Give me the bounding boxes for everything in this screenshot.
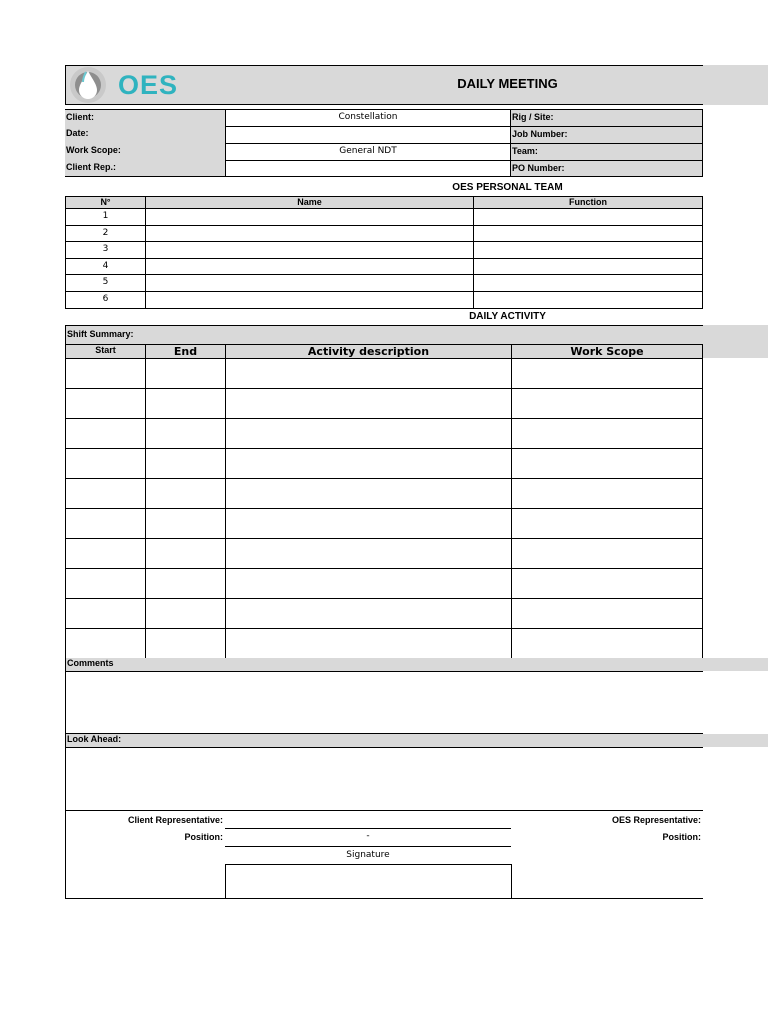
activity-description-cell[interactable]	[225, 598, 512, 629]
activity-work-scope-cell[interactable]	[511, 418, 703, 449]
activity-end-cell[interactable]	[145, 508, 226, 539]
shift-summary-label: Shift Summary:	[67, 329, 134, 339]
po-number-label: PO Number:	[510, 160, 703, 177]
activity-end-cell[interactable]	[145, 418, 226, 449]
team-row-number-text: 4	[102, 261, 109, 271]
activity-description-cell[interactable]	[225, 628, 512, 659]
job-number-label: Job Number:	[510, 126, 703, 144]
team-row-function[interactable]	[473, 225, 703, 242]
activity-start-cell[interactable]	[65, 508, 146, 539]
activity-header-start: Start	[65, 344, 146, 359]
comments-extension	[703, 658, 768, 671]
look-ahead-extension	[703, 734, 768, 747]
oes-position-label: Position:	[662, 832, 701, 842]
activity-work-scope-cell[interactable]	[511, 568, 703, 599]
team-row-name[interactable]	[145, 258, 474, 275]
activity-description-cell[interactable]	[225, 388, 512, 419]
team-row-number	[65, 274, 146, 292]
team-row-name[interactable]	[145, 225, 474, 242]
work-scope-field[interactable]: General NDT	[225, 143, 511, 161]
activity-end-cell[interactable]	[145, 538, 226, 569]
client-field[interactable]: Constellation	[225, 109, 511, 127]
activity-work-scope-cell[interactable]	[511, 628, 703, 659]
activity-description-cell[interactable]	[225, 538, 512, 569]
activity-end-cell[interactable]	[145, 598, 226, 629]
team-row-name[interactable]	[145, 241, 474, 259]
activity-start-cell[interactable]	[65, 478, 146, 509]
activity-work-scope-cell[interactable]	[511, 448, 703, 479]
activity-work-scope-cell[interactable]	[511, 478, 703, 509]
comments-area[interactable]	[65, 672, 703, 734]
activity-work-scope-cell[interactable]	[511, 538, 703, 569]
team-row-number	[65, 241, 146, 259]
activity-description-cell[interactable]	[225, 478, 512, 509]
team-row-number-text: 2	[102, 228, 109, 238]
team-row-number	[65, 291, 146, 309]
client-rep-sig-label: Client Representative:	[127, 815, 223, 825]
client-rep-field[interactable]	[225, 160, 511, 177]
activity-work-scope-cell[interactable]	[511, 598, 703, 629]
activity-end-cell[interactable]	[145, 388, 226, 419]
team-row-number	[65, 208, 146, 226]
team-row-number-text: 5	[102, 277, 109, 287]
activity-end-cell[interactable]	[145, 478, 226, 509]
activity-work-scope-cell[interactable]	[511, 508, 703, 539]
team-section-title: OES PERSONAL TEAM	[452, 182, 563, 193]
activity-description-cell[interactable]	[225, 568, 512, 599]
signature-label: Signature	[346, 850, 390, 860]
look-ahead-bar	[65, 734, 703, 748]
client-rep-line[interactable]	[225, 811, 511, 829]
activity-header-description: Activity description	[225, 344, 512, 359]
activity-end-cell[interactable]	[145, 448, 226, 479]
date-field[interactable]	[225, 126, 511, 144]
team-row-function[interactable]	[473, 291, 703, 309]
team-header-name: Name	[145, 196, 474, 209]
team-label: Team:	[510, 143, 703, 161]
activity-header-work-scope: Work Scope	[511, 344, 703, 359]
activity-start-cell[interactable]	[65, 598, 146, 629]
team-row-name[interactable]	[145, 208, 474, 226]
team-row-name[interactable]	[145, 291, 474, 309]
activity-description-cell[interactable]	[225, 508, 512, 539]
activity-start-cell[interactable]	[65, 568, 146, 599]
date-label: Date:	[65, 126, 225, 143]
activity-section-title: DAILY ACTIVITY	[469, 311, 546, 322]
activity-description-cell[interactable]	[225, 358, 512, 389]
look-ahead-label: Look Ahead:	[67, 734, 122, 744]
activity-work-scope-cell[interactable]	[511, 358, 703, 389]
oes-rep-sig-label: OES Representative:	[611, 815, 701, 825]
rep-label: Client Rep.:	[65, 160, 225, 176]
team-row-number-text: 1	[102, 211, 109, 221]
shift-summary-bar[interactable]	[65, 325, 703, 345]
scope-label: Work Scope:	[65, 143, 225, 160]
team-row-function[interactable]	[473, 258, 703, 275]
team-row-function[interactable]	[473, 241, 703, 259]
header-extension	[703, 65, 768, 105]
client-position-field[interactable]: -	[225, 829, 511, 847]
team-header-function: Function	[473, 196, 703, 209]
activity-start-cell[interactable]	[65, 448, 146, 479]
team-row-number	[65, 225, 146, 242]
oes-logo	[66, 66, 179, 104]
activity-start-cell[interactable]	[65, 628, 146, 659]
activity-end-cell[interactable]	[145, 628, 226, 659]
signature-box[interactable]	[225, 864, 512, 899]
team-row-name[interactable]	[145, 274, 474, 292]
rig-site-label: Rig / Site:	[510, 109, 703, 127]
activity-end-cell[interactable]	[145, 358, 226, 389]
team-row-number-text: 6	[102, 294, 109, 304]
activity-end-cell[interactable]	[145, 568, 226, 599]
activity-title-extension	[703, 325, 768, 358]
activity-start-cell[interactable]	[65, 358, 146, 389]
look-ahead-area[interactable]	[65, 748, 703, 811]
activity-start-cell[interactable]	[65, 538, 146, 569]
page-title: DAILY MEETING	[457, 76, 558, 91]
brand-name: OES	[118, 70, 179, 100]
activity-description-cell[interactable]	[225, 448, 512, 479]
team-row-number	[65, 258, 146, 275]
activity-start-cell[interactable]	[65, 418, 146, 449]
team-header-number: N°	[65, 196, 146, 209]
activity-header-end: End	[145, 344, 226, 359]
team-row-number-text: 3	[102, 244, 109, 254]
team-row-function[interactable]	[473, 274, 703, 292]
drop-logo-icon	[66, 66, 112, 104]
comments-bar	[65, 658, 703, 672]
team-row-function[interactable]	[473, 208, 703, 226]
client-label: Client:	[65, 110, 225, 126]
activity-description-cell[interactable]	[225, 418, 512, 449]
client-position-label: Position:	[184, 832, 223, 842]
comments-label: Comments	[67, 658, 114, 668]
activity-start-cell[interactable]	[65, 388, 146, 419]
activity-work-scope-cell[interactable]	[511, 388, 703, 419]
